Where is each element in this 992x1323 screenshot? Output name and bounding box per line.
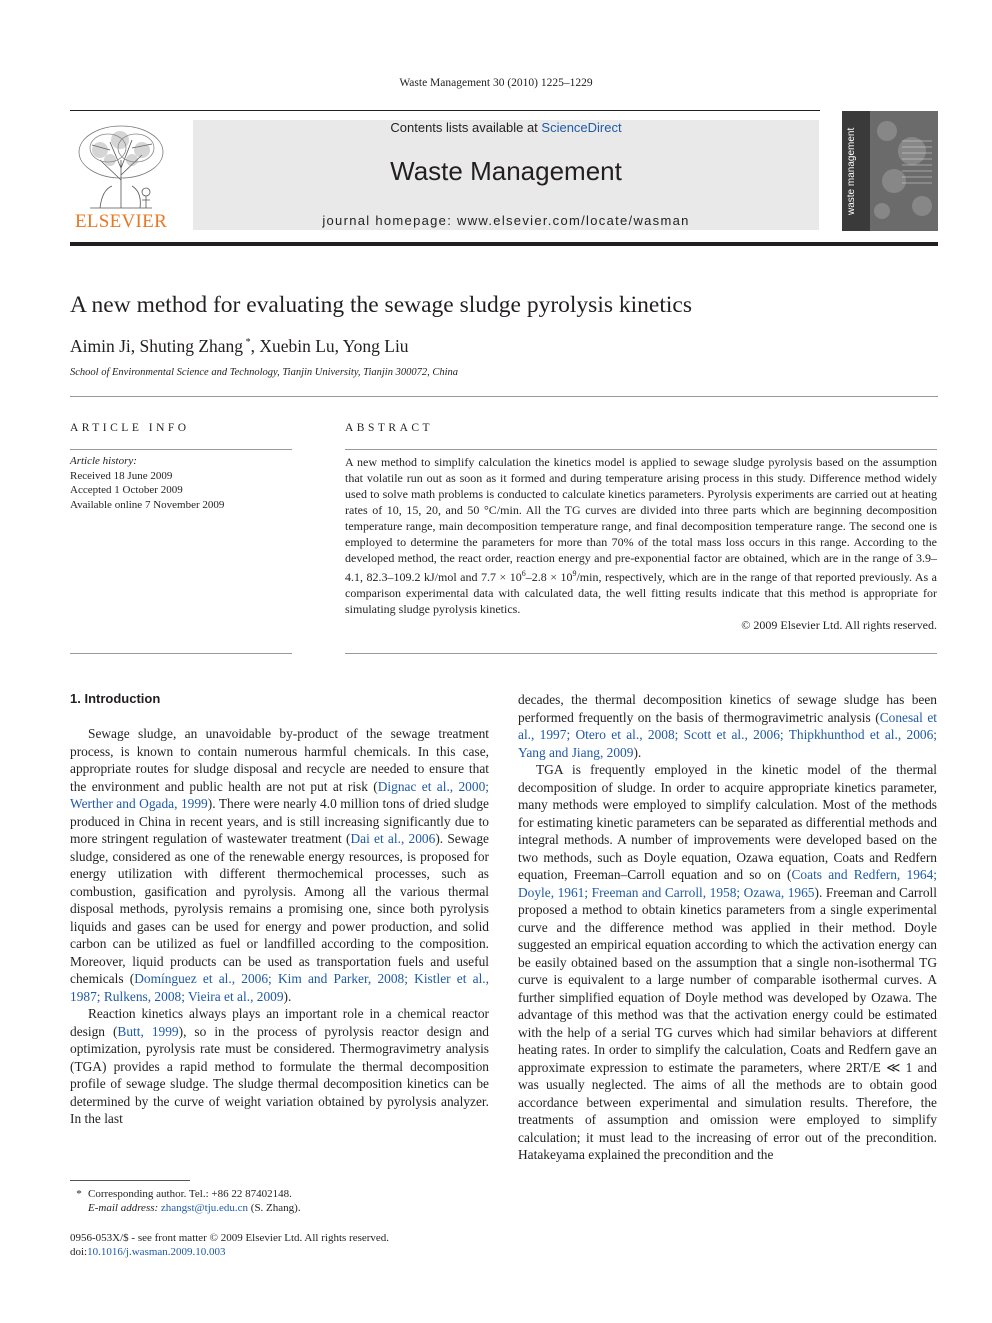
p2-text-a: Reaction kinetics always plays an important role in a chemical reactor design ( bbox=[70, 1006, 489, 1039]
paragraph-4 bbox=[518, 761, 937, 1164]
p2-text-b: ), so in the process of pyrolysis reactor design and optimization, pyrolysis rate must be considered. Thermogravimetry analysis (TGA) provides a rapid method to formulate the thermal decomposition profile of sewage sludge. The sludge thermal decomposition kinetics can be determined by the curve of weight variation obtained by pyrolysis analyzer. In the last bbox=[70, 1023, 489, 1126]
title-divider bbox=[70, 396, 938, 397]
doi-link[interactable]: 10.1016/j.wasman.2009.10.003 bbox=[87, 1246, 226, 1258]
contents-prefix: Contents lists available at bbox=[390, 120, 542, 135]
header-thick-rule bbox=[70, 242, 938, 246]
p1-text-c: ). Sewage sludge, considered as one of the renewable energy resources, is proposed for energy utilization with different thermochemical processes, such as combustion, gasification and pyrolysis. Among all the various thermal disposal methods, pyrolysis remains a promising one, since both pyrolysis liquids and gases can be used for energy and power production, and solid carbon can be utilized as fuel or landfilled according to the composition. Moreover, liquid products can be used as transportation fuels and useful chemicals ( bbox=[70, 831, 489, 986]
paragraph-2 bbox=[70, 1005, 489, 1128]
corresponding-author-text: Corresponding author. Tel.: +86 22 87402148. bbox=[88, 1188, 292, 1200]
p1-text-b: ). There were nearly 4.0 million tons of dried sludge produced in China in recent years, and is still increasing significantly due to more stringent regulation of wastewater treatment ( bbox=[70, 796, 490, 846]
header-divider bbox=[70, 110, 820, 111]
article-title: A new method for evaluating the sewage sludge pyrolysis kinetics bbox=[70, 292, 692, 318]
corresponding-author-mark[interactable]: * bbox=[243, 337, 251, 349]
abstract-rule bbox=[345, 449, 937, 450]
paragraph-3 bbox=[518, 691, 937, 761]
body-right-column bbox=[518, 691, 937, 1164]
body-left-column bbox=[70, 725, 489, 1128]
abstract-copyright: © 2009 Elsevier Ltd. All rights reserved. bbox=[741, 618, 937, 632]
authors-part-1: Aimin Ji, Shuting Zhang bbox=[70, 336, 244, 356]
abstract-text-c: /min, respectively, which are in the range of that reported previously. As a comparison experimental data with calculated data, the well fitting results indicate that this method is appropriate for simulating sludge pyrolysis kinetics. bbox=[345, 570, 937, 616]
issn-line: 0956-053X/$ - see front matter © 2009 Elsevier Ltd. All rights reserved. bbox=[70, 1232, 390, 1244]
homepage-url[interactable]: www.elsevier.com/locate/wasman bbox=[457, 213, 690, 228]
doi-label: doi: bbox=[70, 1246, 88, 1258]
r1-text-b: ). bbox=[633, 744, 642, 760]
journal-cover-image bbox=[842, 111, 938, 231]
cover-journal-name: waste management bbox=[846, 127, 857, 215]
online-date: Available online 7 November 2009 bbox=[70, 499, 225, 512]
footnote-mark: * bbox=[76, 1188, 82, 1200]
abstract-text-b: –2.8 × 10 bbox=[525, 570, 573, 584]
r1-text-a: decades, the thermal decomposition kinetics of sewage sludge has been performed frequently on the basis of thermogravimetric analysis ( bbox=[518, 692, 937, 725]
front-matter bbox=[70, 1231, 389, 1259]
abstract-text bbox=[345, 454, 937, 617]
abstract-body bbox=[345, 454, 937, 633]
abstract-exponent-2: 9 bbox=[572, 569, 577, 578]
paragraph-1 bbox=[70, 725, 489, 1005]
p1-text-a: Sewage sludge, an unavoidable by-product of the sewage treatment process, is known to contain numerous harmful chemicals. In this case, appropriate routes for sludge disposal and recycle are needed to ensure that the environment and public health are not put at risk ( bbox=[70, 726, 489, 794]
corresponding-author-note bbox=[70, 1187, 301, 1201]
r2-text-b: ). Freeman and Carroll proposed a method to obtain kinetics parameters from a single experimental curve and the difference method was applied in their method. Doyle suggested an empirical equation according to which the activation energy can be easily obtained based on the assumption that a single non-isothermal TG curve is equivalent to a large number of comparable isothermal curves. A further simplified equation of Doyle method was developed by Ozawa. The advantage of this method was that the activation energy could be estimated with the help of a serial TG curves which had similar behaviors at different heating rates. In order to simplify the calculation, Coats and Redfern gave an approximate expression to estimate the parameters, where 2RT/E ≪ 1 and was usually neglected. The aims of all the methods are to obtain good accordance between experimental and simulation results. Therefore, the treatments of assumption and omission were employed to simplify calculation; it must lead to the increasing of error out of the precondition. Hatakeyama explained the precondition and the bbox=[518, 884, 937, 1162]
email-line bbox=[70, 1201, 301, 1215]
article-history bbox=[70, 454, 224, 513]
article-info-bottom-rule bbox=[70, 653, 292, 654]
received-date: Received 18 June 2009 bbox=[70, 469, 173, 482]
affiliation: School of Environmental Science and Technology, Tianjin University, Tianjin 300072, China bbox=[70, 367, 458, 378]
abstract-exponent-1: 6 bbox=[521, 569, 526, 578]
r2-text-a: TGA is frequently employed in the kinetic model of the thermal decomposition of sludge. In order to acquire appropriate kinetics parameter, many methods were employed to simplify calculation. Most of the methods for estimating kinetic parameters can be separated as differential methods and integral methods. A number of improvements were developed based on the two methods, such as Doyle equation, Ozawa equation, Coats and Redfern equation, Freeman–Carroll equation and so on ( bbox=[518, 762, 937, 882]
article-info-rule bbox=[70, 449, 292, 450]
doi-line bbox=[70, 1245, 389, 1259]
email-suffix: (S. Zhang). bbox=[248, 1202, 301, 1214]
citation-link[interactable]: Butt, 1999 bbox=[117, 1023, 179, 1039]
abstract-bottom-rule bbox=[345, 653, 937, 654]
footnote bbox=[70, 1187, 301, 1215]
author-list bbox=[70, 336, 409, 357]
citation-link[interactable]: Conesal et al., 1997; Otero et al., 2008; Scott et al., 2006; Thipkhunthod et al., 2006; Yang and Jiang, 2009 bbox=[518, 709, 937, 760]
email-link[interactable]: zhangst@tju.edu.cn bbox=[160, 1202, 249, 1214]
citation-link[interactable]: Coats and Redfern, 1964; Doyle, 1961; Freeman and Carroll, 1958; Ozawa, 1965 bbox=[518, 867, 937, 900]
email-label: E-mail address: bbox=[88, 1202, 161, 1214]
history-label: Article history: bbox=[70, 455, 137, 467]
article-info-heading: ARTICLE INFO bbox=[70, 422, 190, 434]
p1-text-d: ). bbox=[283, 988, 292, 1004]
abstract-heading: ABSTRACT bbox=[345, 422, 434, 434]
homepage-prefix: journal homepage: bbox=[322, 213, 458, 228]
section-heading-introduction: 1. Introduction bbox=[70, 691, 161, 706]
journal-citation: Waste Management 30 (2010) 1225–1229 bbox=[399, 77, 593, 89]
contents-line bbox=[193, 120, 819, 135]
journal-title: Waste Management bbox=[390, 156, 622, 186]
citation-link[interactable]: Domínguez et al., 2006; Kim and Parker, 2008; Kistler et al., 1987; Rulkens, 2008; Vieira et al., 2009 bbox=[70, 971, 489, 1004]
journal-homepage bbox=[193, 213, 819, 228]
citation-link[interactable]: Dai et al., 2006 bbox=[350, 831, 436, 846]
authors-part-2: , Xuebin Lu, Yong Liu bbox=[250, 336, 409, 356]
accepted-date: Accepted 1 October 2009 bbox=[70, 484, 183, 497]
abstract-text-a: A new method to simplify calculation the kinetics model is applied to sewage sludge pyrolysis based on the assumption that volatile run out as soon as it formed and during temperature arising process in this study. Difference method widely used to solve math problems is conducted to calculate kinetics parameters. Pyrolysis experiments are carried out at heating rates of 10, 15, 20, and 50 °C/min. All the TG curves are divided into three parts which are beginning decomposition temperature range, main decomposition temperature range, and final decomposition temperature range. The second one is employed to determine the parameters for more than 70% of the total mass loss occurs in this range. According to the developed method, the react order, reaction energy and pre-exponential factor are obtained, which are in the range of 3.9–4.1, 82.3–109.2 kJ/mol and 7.7 × 10 bbox=[345, 455, 937, 584]
elsevier-logo-text: ELSEVIER bbox=[74, 211, 168, 232]
citation-link[interactable]: Dignac et al., 2000; Werther and Ogada, 1999 bbox=[70, 778, 489, 811]
footnote-rule bbox=[70, 1180, 190, 1181]
sciencedirect-link[interactable]: ScienceDirect bbox=[541, 120, 622, 135]
